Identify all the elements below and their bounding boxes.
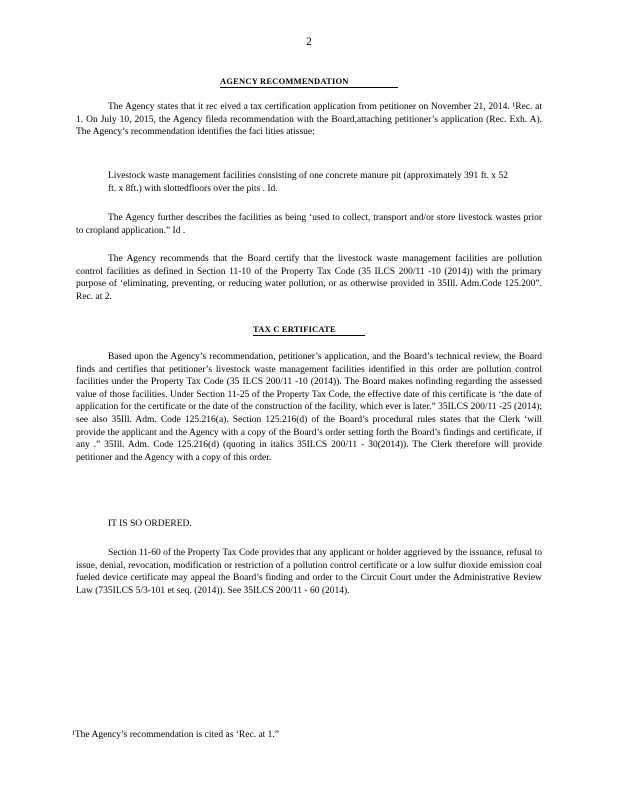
- order-statement: IT IS SO ORDERED.: [108, 519, 192, 529]
- paragraph-appeal-rights: Section 11-60 of the Property Tax Code provides that any applicant or holder aggrieved by the issuance, refusal to issue, denial, revocation, modification or restriction of a pollution control certificate or a low sulfur dioxide emission coal fueled device certificate may appeal the Board’s finding and order to the Circuit Court under the Administrative Review Law (735ILCS 5/3-101 et seq. (2014)). See 35ILCS 200/11 - 60 (2014).: [76, 548, 542, 596]
- paragraph-facility-description: The Agency further describes the facilities as being ‘used to collect, transport and/or store livestock wastes prior to cropland application.” Id .: [76, 213, 542, 236]
- section-heading-tax-certificate: TAX C ERTIFICATE: [0, 324, 618, 336]
- block-quote-facilities: Livestock waste management facilities consisting of one concrete manure pit (approximately 391 ft. x 52 ft. x 8ft.) with slottedfloors over the pits . Id.: [108, 171, 508, 194]
- footnote: ¹The Agency’s recommendation is cited as ‘Rec. at 1.”: [72, 730, 280, 740]
- paragraph-agency-application: The Agency states that it rec eived a tax certification application from petitioner on November 21, 2014. ¹Rec. at 1. On July 10, 2015, the Agency fileda recommendation with the Board,attaching petitioner’s application (Rec. Exh. A). The Agency’s recommendation identifies the faci lities atissue:: [76, 102, 542, 138]
- paragraph-board-findings: Based upon the Agency’s recommendation, petitioner’s application, and the Board’s technical review, the Board finds and certifies that petitioner’s livestock waste management facilities identified in this order are pollution control facilities under the Property Tax Code (35 ILCS 200/11 -10 (2014)). The Board makes nofinding regarding the assessed value of those facilities. Under Section 11-25 of the Property Tax Code, the effective date of this certificate is ‘the date of application for the certificate or the date of the construction of the facility, which ever is later.” 35ILCS 200/11 -25 (2014); see also 35Ill. Adm. Code 125.216(a). Section 125.216(d) of the Board’s procedural rules states that the Clerk ‘will provide the applicant and the Agency with a copy of the Board’s order setting forth the Board’s findings and certificate, if any .” 35Ill. Adm. Code 125.216(d) (quoting in italics 35ILCS 200/11 - 30(2014)). The Clerk therefore will provide petitioner and the Agency with a copy of this order.: [76, 352, 542, 463]
- page-number: 2: [306, 36, 312, 48]
- section-heading-agency-recommendation: AGENCY RECOMMENDATION: [0, 76, 618, 88]
- paragraph-agency-recommends: The Agency recommends that the Board certify that the livestock waste management facilities are pollution control facilities as defined in Section 11-10 of the Property Tax Code (35 ILCS 200/11 -10 (2014)) with the primary purpose of ‘eliminating, preventing, or reducing water pollution, or as otherwise provided in 35Ill. Adm.Code 125.200”. Rec. at 2.: [76, 254, 542, 302]
